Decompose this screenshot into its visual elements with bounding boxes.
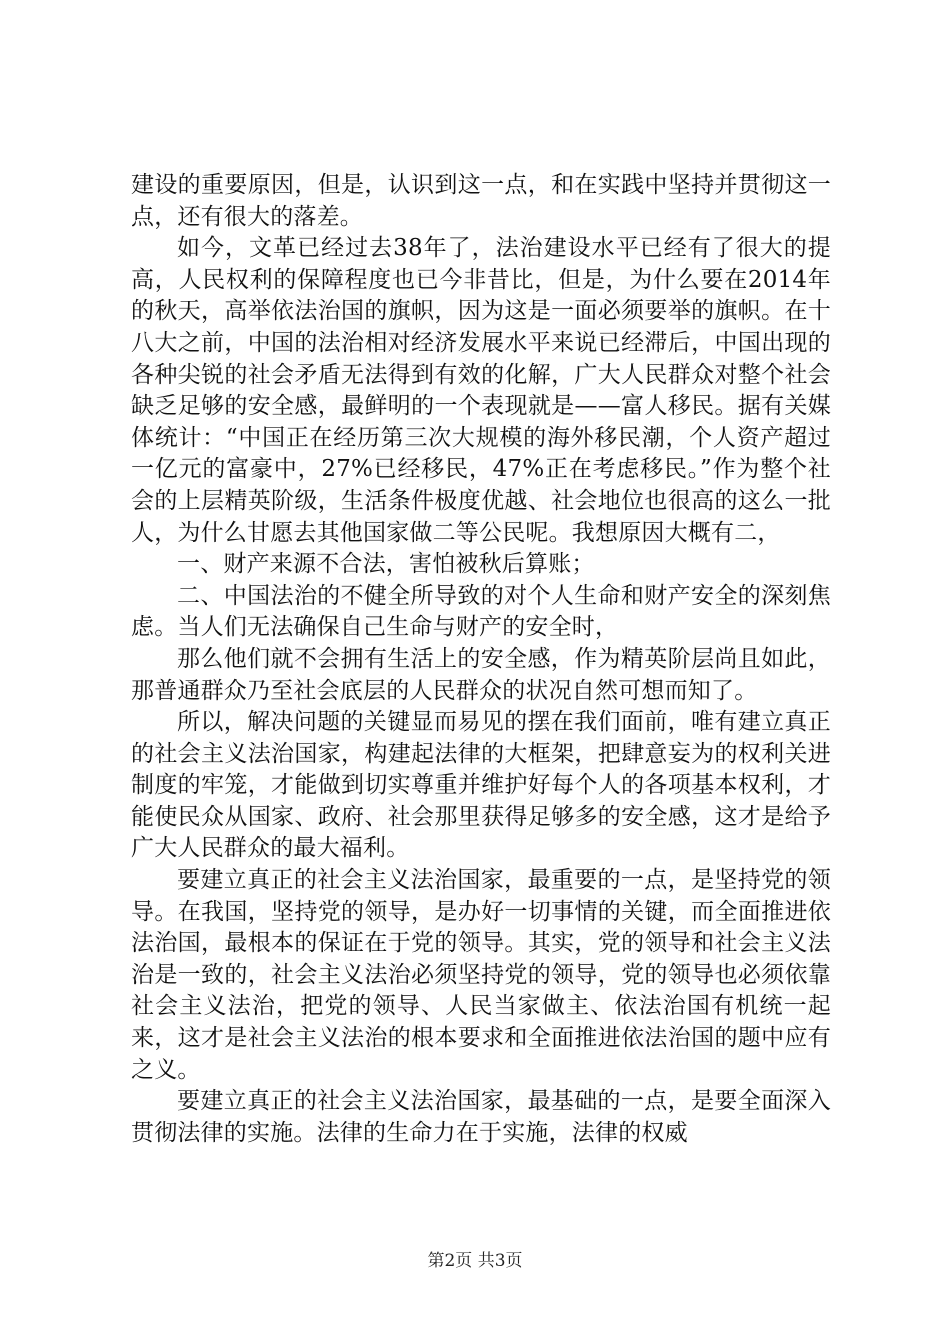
- paragraph-3: 一、财产来源不合法，害怕被秋后算账；: [177, 551, 595, 578]
- page-number-label: 第2页 共3页: [427, 1251, 523, 1271]
- paragraph-4: 二、中国法治的不健全所导致的对个人生命和财产安全的深刻焦虑。当人们无法确保自己生命与财产的安全时，: [131, 582, 831, 641]
- paragraph-2: 如今，文革已经过去38年了，法治建设水平已经有了很大的提高，人民权利的保障程度也已今非昔比，但是，为什么要在2014年的秋天，高举依法治国的旗帜，因为这是一面必须要举的旗帜。在十八大之前，中国的法治相对经济发展水平来说已经滞后，中国出现的各种尖锐的社会矛盾无法得到有效的化解，广大人民群众对整个社会缺乏足够的安全感，最鲜明的一个表现就是——富人移民。据有关媒体统计：“中国正在经历第三次大规模的海外移民潮，个人资产超过一亿元的富豪中，27%已经移民，47%正在考虑移民。”作为整个社会的上层精英阶级，生活条件极度优越、社会地位也很高的这么一批人，为什么甘愿去其他国家做二等公民呢。我想原因大概有二，: [131, 235, 831, 546]
- document-body: [131, 170, 831, 1149]
- paragraph-6: 所以，解决问题的关键显而易见的摆在我们面前，唯有建立真正的社会主义法治国家，构建起法律的大框架，把肆意妄为的权利关进制度的牢笼，才能做到切实尊重并维护好每个人的各项基本权利，才能使民众从国家、政府、社会那里获得足够多的安全感，这才是给予广大人民群众的最大福利。: [131, 709, 831, 862]
- page-footer: [0, 1246, 950, 1271]
- paragraph-8: 要建立真正的社会主义法治国家，最基础的一点，是要全面深入贯彻法律的实施。法律的生命力在于实施，法律的权威: [131, 1088, 831, 1146]
- paragraph-5: 那么他们就不会拥有生活上的安全感，作为精英阶层尚且如此，那普通群众乃至社会底层的人民群众的状况自然可想而知了。: [131, 645, 831, 704]
- paragraph-7: 要建立真正的社会主义法治国家，最重要的一点，是坚持党的领导。在我国，坚持党的领导，是办好一切事情的关键，而全面推进依法治国，最根本的保证在于党的领导。其实，党的领导和社会主义法治是一致的，社会主义法治必须坚持党的领导，党的领导也必须依靠社会主义法治，把党的领导、人民当家做主、依法治国有机统一起来，这才是社会主义法治的根本要求和全面推进依法治国的题中应有之义。: [131, 867, 831, 1083]
- paragraph-1: 建设的重要原因，但是，认识到这一点，和在实践中坚持并贯彻这一点，还有很大的落差。: [131, 172, 831, 230]
